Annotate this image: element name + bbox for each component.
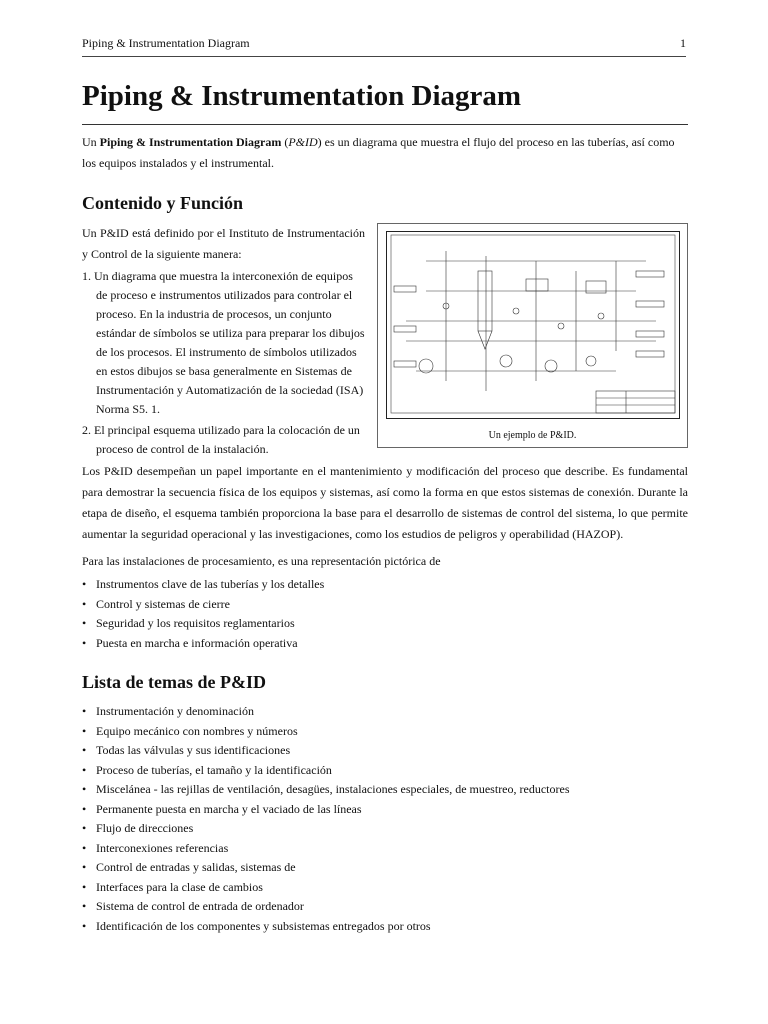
running-header	[82, 36, 686, 57]
list-item: • Interconexiones referencias	[82, 839, 688, 859]
pid-example-figure	[377, 223, 688, 448]
page-number: 1	[680, 36, 686, 50]
intro-term: Piping & Instrumentation Diagram	[99, 135, 282, 149]
representation-paragraph: Para las instalaciones de procesamiento, es una representación pictórica de	[82, 554, 441, 568]
intro-rest: ) es un diagrama que muestra el flujo del proceso en las tuberías, así como los equipos instalados y el instrumental.	[82, 135, 675, 170]
running-header-title: Piping & Instrumentation Diagram	[82, 36, 250, 50]
list-item: • Interfaces para la clase de cambios	[82, 878, 688, 898]
intro-prefix: Un	[82, 135, 100, 149]
page-title: Piping & Instrumentation Diagram	[82, 76, 688, 125]
definition-list-item: 2. El principal esquema utilizado para la colocación de un proceso de control de la instalación.	[82, 423, 360, 456]
list-item: • Identificación de los componentes y subsistemas entregados por otros	[82, 917, 688, 937]
intro-paren-open: (	[281, 135, 289, 149]
list-item: • Control de entradas y salidas, sistemas de	[82, 858, 688, 878]
definition-paragraph: Un P&ID está definido por el Instituto de Instrumentación y Control de la siguiente manera:	[82, 226, 365, 261]
list-item: • Miscelánea - las rejillas de ventilación, desagües, instalaciones especiales, de muestreo, reductores	[82, 780, 688, 800]
list-item: • Flujo de direcciones	[82, 819, 688, 839]
list-item: • Permanente puesta en marcha y el vaciado de las líneas	[82, 800, 688, 820]
list-item: • Puesta en marcha e información operativa	[82, 634, 688, 654]
section-heading-temas: Lista de temas de P&ID	[82, 672, 266, 692]
page-content	[82, 76, 688, 936]
list-item: • Sistema de control de entrada de ordenador	[82, 897, 688, 917]
list-item: • Proceso de tuberías, el tamaño y la identificación	[82, 761, 688, 781]
section-heading-contenido: Contenido y Función	[82, 193, 244, 213]
figure-caption: Un ejemplo de P&ID.	[488, 430, 577, 441]
representation-list	[82, 575, 688, 653]
list-item: • Equipo mecánico con nombres y números	[82, 722, 688, 742]
topics-list	[82, 702, 688, 936]
list-item: • Control y sistemas de cierre	[82, 595, 688, 615]
definition-list-item: 1. Un diagrama que muestra la interconexión de equipos de proceso e instrumentos utilizados para controlar el proceso. En la industria de procesos, un conjunto estándar de símbolos se utiliza para preparar los dibujos de los procesos. El instrumento de símbolos utilizados en estos dibujos se basa generalmente en Sistemas de Instrumentación y Automatización de la sociedad (ISA) Norma S5. 1.	[82, 269, 365, 416]
intro-paragraph	[82, 132, 688, 174]
list-item: • Instrumentación y denominación	[82, 702, 688, 722]
list-item: • Instrumentos clave de las tuberías y los detalles	[82, 575, 688, 595]
list-item: • Seguridad y los requisitos reglamentarios	[82, 614, 688, 634]
importance-paragraph: Los P&ID desempeñan un papel importante en el mantenimiento y modificación del proceso que describe. Es fundamental para demostrar la secuencia física de los equipos y sistemas, así como la forma en que estos sistemas de conexión. Durante la etapa de diseño, el esquema también proporciona la base para el desarrollo de sistemas de control del sistema, lo que permite aumentar la seguridad operacional y las investigaciones, como los estudios de peligros y operabilidad (HAZOP).	[82, 464, 688, 541]
list-item: • Todas las válvulas y sus identificaciones	[82, 741, 688, 761]
intro-abbr: P&ID	[288, 135, 318, 149]
pid-diagram-image	[386, 231, 680, 419]
